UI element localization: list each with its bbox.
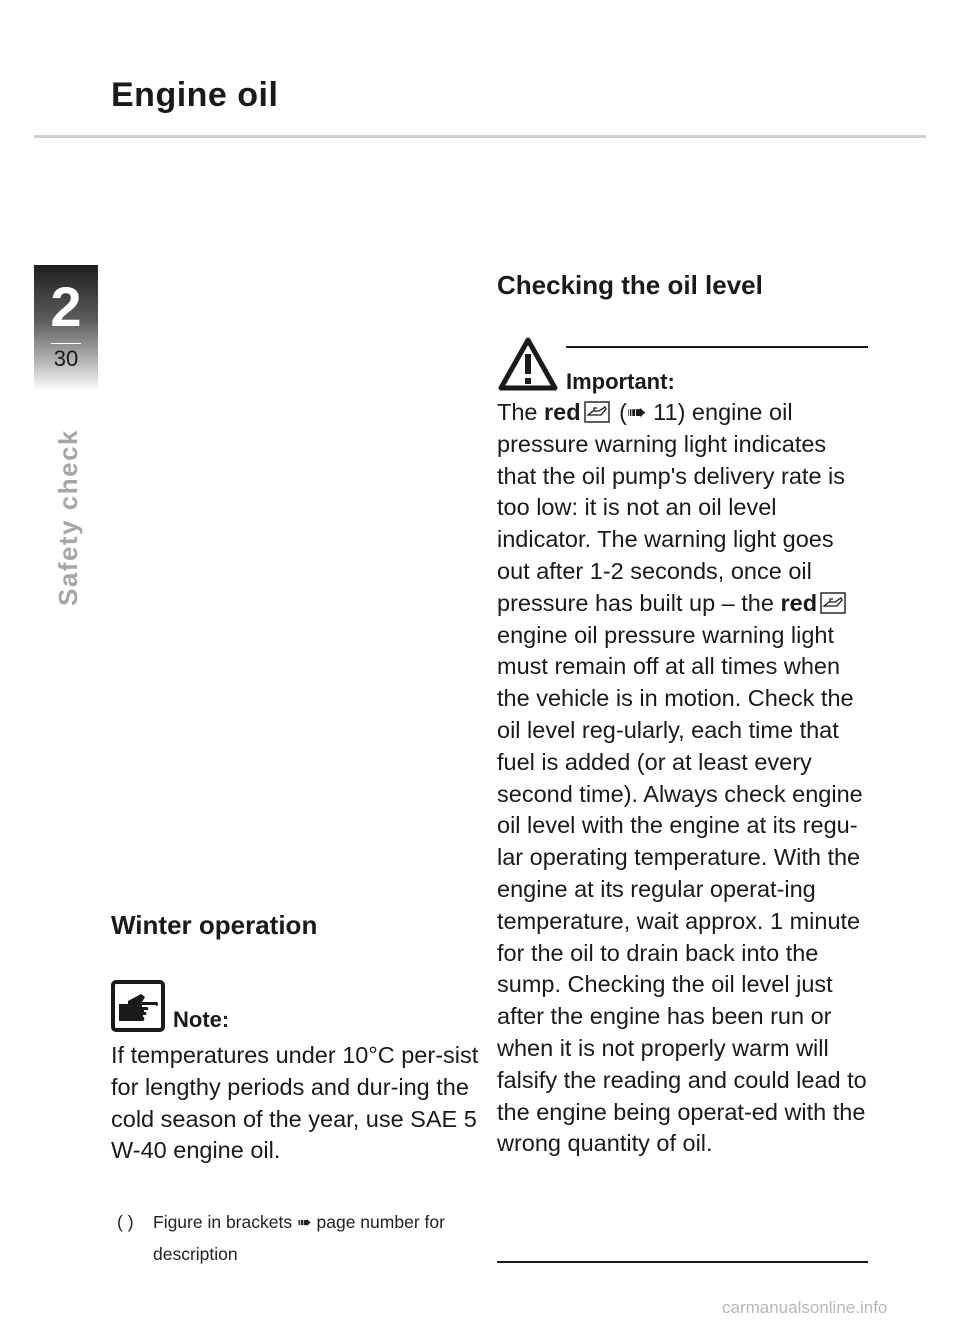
important-label: Important: <box>566 369 675 394</box>
note-header <box>111 980 229 1032</box>
chapter-divider <box>51 343 81 344</box>
text-part-2: (➠ 11) engine oil pressure warning light indicates that the oil pump's delivery rate is too low: it is not an oil level indicator. The warning light goes out after 1-2 seconds, once oil pressure has built up – the <box>497 399 846 616</box>
important-text <box>497 397 869 1160</box>
footnote <box>117 1206 487 1270</box>
pointing-hand-icon <box>111 980 165 1032</box>
watermark: carmanualsonline.info <box>722 1298 888 1317</box>
note-label: Note: <box>173 1007 230 1032</box>
footnote-symbol: ( ) <box>117 1212 134 1232</box>
warning-triangle-icon <box>497 336 559 392</box>
winter-operation-heading: Winter operation <box>111 910 318 940</box>
section-label: Safety check <box>53 429 83 606</box>
chapter-tab <box>34 265 98 390</box>
arrow-icon: ➠ <box>296 1212 312 1232</box>
red-emphasis: red <box>544 399 581 425</box>
note-text: If temperatures under 10°C per-sist for lengthy periods and dur-ing the cold season of the year, use SAE 5 W-40 engine oil. <box>111 1042 479 1164</box>
important-end-divider <box>497 1261 868 1263</box>
page-number: 30 <box>53 346 79 371</box>
checking-oil-heading: Checking the oil level <box>497 270 763 300</box>
page-title: Engine oil <box>111 76 279 114</box>
footnote-text-before: Figure in brackets <box>153 1212 293 1232</box>
text-part-1: The <box>497 399 545 425</box>
red-emphasis-2: red <box>780 589 818 616</box>
oil-can-icon-2 <box>820 592 846 614</box>
chapter-number: 2 <box>50 275 82 338</box>
important-divider <box>566 346 868 348</box>
oil-can-icon <box>584 401 610 423</box>
footnote-text-after: page number for description <box>153 1212 445 1264</box>
text-part-3: engine oil pressure warning light must remain off at all times when the vehicle is in motion. Check the oil level reg-ularly, each time that fuel is added (or at least every second time). Always check engine oil level with the engine at its regu-lar operating temperature. With the engine at its regular operat-ing temperature, wait approx. 1 minute for the oil to drain back into the sump. Checking the oil level just after the engine has been run or when it is not properly warm will falsify the reading and could lead to the engine being operat-ed with the wrong quantity of oil. <box>497 621 867 1157</box>
title-divider <box>34 135 926 138</box>
